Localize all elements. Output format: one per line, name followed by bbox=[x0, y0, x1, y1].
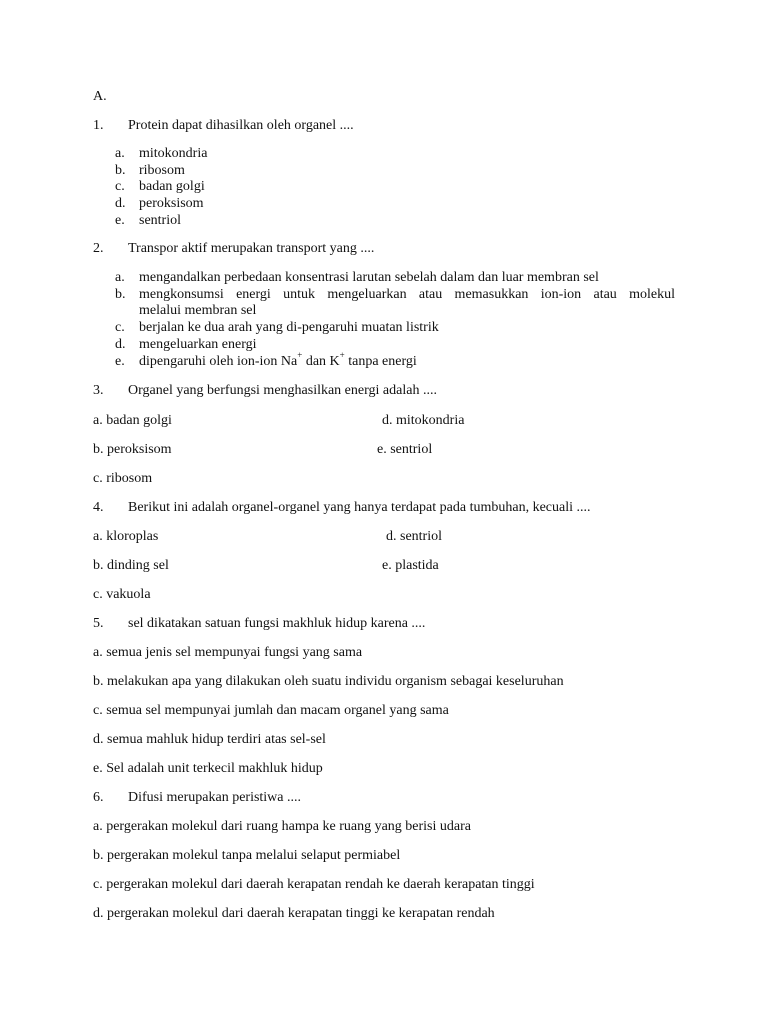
option-text: mitokondria bbox=[139, 146, 208, 161]
option-text: mengandalkan perbedaan konsentrasi larutan sebelah dalam dan luar membran sel bbox=[139, 270, 599, 285]
option-a: a. kloroplas bbox=[93, 529, 159, 544]
option-b: b. dinding sel bbox=[93, 558, 169, 573]
option-text: mengkonsumsi energi untuk mengeluarkan atau memasukkan ion-ion atau molekul bbox=[139, 287, 675, 302]
option-e: e. sentriol bbox=[377, 442, 433, 457]
question-number: 5. bbox=[93, 616, 104, 631]
option-a: a. badan golgi bbox=[93, 413, 172, 428]
option-letter: c. bbox=[115, 320, 125, 335]
option-text-part: dan K bbox=[302, 354, 340, 369]
option-d: d. pergerakan molekul dari daerah kerapatan tinggi ke kerapatan rendah bbox=[93, 906, 495, 921]
option-text bbox=[139, 350, 417, 370]
question-text: sel dikatakan satuan fungsi makhluk hidup karena .... bbox=[128, 616, 426, 631]
option-text-part: dipengaruhi oleh ion-ion Na bbox=[139, 354, 298, 369]
option-d: d. sentriol bbox=[386, 529, 442, 544]
option-a: a. semua jenis sel mempunyai fungsi yang sama bbox=[93, 645, 363, 660]
option-text: mengeluarkan energi bbox=[139, 337, 257, 352]
option-b: b. melakukan apa yang dilakukan oleh suatu individu organism sebagai keseluruhan bbox=[93, 674, 564, 689]
question-text: Protein dapat dihasilkan oleh organel .... bbox=[128, 118, 354, 133]
section-heading: A. bbox=[93, 89, 107, 104]
option-letter: d. bbox=[115, 337, 126, 352]
option-letter: b. bbox=[115, 287, 126, 302]
question-number: 1. bbox=[93, 118, 104, 133]
option-letter: e. bbox=[115, 354, 125, 369]
question-number: 2. bbox=[93, 241, 104, 256]
option-e: e. Sel adalah unit terkecil makhluk hidup bbox=[93, 761, 323, 776]
option-letter: a. bbox=[115, 270, 125, 285]
option-d: d. semua mahluk hidup terdiri atas sel-sel bbox=[93, 732, 326, 747]
option-text: badan golgi bbox=[139, 179, 205, 194]
option-b: b. pergerakan molekul tanpa melalui selaput permiabel bbox=[93, 848, 401, 863]
option-a: a. pergerakan molekul dari ruang hampa ke ruang yang berisi udara bbox=[93, 819, 471, 834]
option-letter: b. bbox=[115, 163, 126, 178]
option-d: d. mitokondria bbox=[382, 413, 465, 428]
option-text: ribosom bbox=[139, 163, 185, 178]
option-c: c. semua sel mempunyai jumlah dan macam organel yang sama bbox=[93, 703, 449, 718]
option-letter: c. bbox=[115, 179, 125, 194]
question-text: Difusi merupakan peristiwa .... bbox=[128, 790, 302, 805]
option-letter: d. bbox=[115, 196, 126, 211]
option-e: e. plastida bbox=[382, 558, 439, 573]
option-c: c. pergerakan molekul dari daerah kerapatan rendah ke daerah kerapatan tinggi bbox=[93, 877, 535, 892]
question-number: 3. bbox=[93, 383, 104, 398]
question-text: Transpor aktif merupakan transport yang .... bbox=[128, 241, 375, 256]
option-letter: a. bbox=[115, 146, 125, 161]
option-text: peroksisom bbox=[139, 196, 204, 211]
option-text: berjalan ke dua arah yang di-pengaruhi muatan listrik bbox=[139, 320, 439, 335]
superscript: + bbox=[297, 350, 303, 361]
question-text: Berikut ini adalah organel-organel yang hanya terdapat pada tumbuhan, kecuali .... bbox=[128, 500, 591, 515]
option-c: c. vakuola bbox=[93, 587, 151, 602]
question-number: 6. bbox=[93, 790, 104, 805]
superscript: + bbox=[339, 350, 345, 361]
option-letter: e. bbox=[115, 213, 125, 228]
option-text-continued: melalui membran sel bbox=[139, 303, 257, 318]
option-b: b. peroksisom bbox=[93, 442, 172, 457]
option-text: sentriol bbox=[139, 213, 181, 228]
question-number: 4. bbox=[93, 500, 104, 515]
option-text-part: tanpa energi bbox=[344, 354, 417, 369]
option-c: c. ribosom bbox=[93, 471, 153, 486]
question-text: Organel yang berfungsi menghasilkan energi adalah .... bbox=[128, 383, 437, 398]
